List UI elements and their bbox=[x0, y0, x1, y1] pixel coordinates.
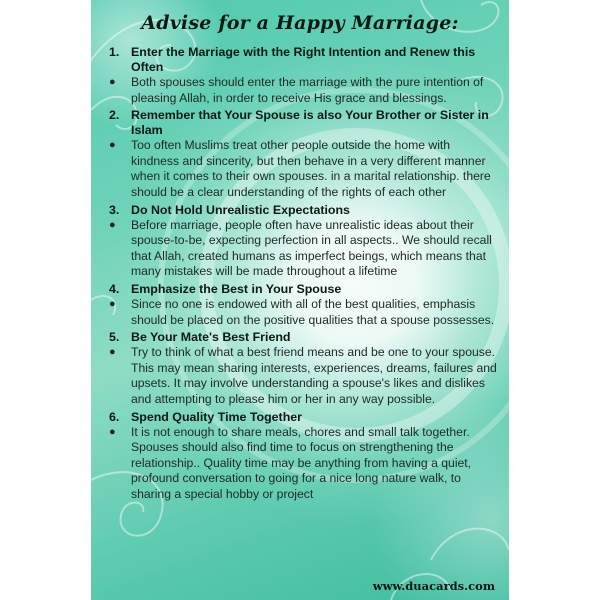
item-bullet bbox=[109, 297, 501, 328]
item-heading bbox=[109, 330, 501, 345]
bullet-icon: ● bbox=[109, 425, 116, 438]
item-heading-text: Spend Quality Time Together bbox=[131, 409, 302, 424]
list-item bbox=[109, 45, 501, 106]
item-bullet-text: Try to think of what a best friend means and be one to your spouse. This may mean sharing interests, experiences, dreams, failures and upsets. It may involve understanding a spouse's likes and dislikes and attempting to please him or her in any way possible. bbox=[131, 345, 497, 406]
item-heading bbox=[109, 410, 501, 425]
item-heading bbox=[109, 45, 501, 75]
list-item bbox=[109, 203, 501, 280]
website-footer: www.duacards.com bbox=[372, 579, 495, 593]
advice-card bbox=[91, 0, 509, 600]
page-title: Advise for a Happy Marriage: bbox=[141, 12, 459, 34]
list-item bbox=[109, 330, 501, 407]
item-number: 1. bbox=[109, 45, 120, 59]
item-bullet-text: Before marriage, people often have unrealistic ideas about their spouse-to-be, expecting perfection in all aspects.. We should recall that Allah, created humans as imperfect beings, which means that many mistakes will be made throughout a lifetime bbox=[131, 217, 492, 279]
item-heading-text: Do Not Hold Unrealistic Expectations bbox=[131, 202, 350, 217]
item-heading-text: Enter the Marriage with the Right Intention and Renew this Often bbox=[131, 45, 476, 74]
bullet-icon: ● bbox=[109, 218, 116, 231]
bullet-icon: ● bbox=[109, 139, 116, 152]
item-bullet bbox=[109, 345, 501, 407]
item-number: 2. bbox=[109, 108, 120, 123]
item-bullet bbox=[109, 425, 501, 503]
item-heading bbox=[109, 282, 501, 297]
list-item bbox=[109, 410, 501, 503]
item-bullet bbox=[109, 75, 501, 106]
advice-list bbox=[109, 44, 501, 504]
item-bullet bbox=[109, 218, 501, 280]
item-number: 4. bbox=[109, 281, 120, 296]
item-number: 6. bbox=[109, 409, 120, 424]
bullet-icon: ● bbox=[109, 346, 116, 359]
item-heading-text: Remember that Your Spouse is also Your Brother or Sister in Islam bbox=[131, 108, 489, 138]
item-heading bbox=[109, 108, 501, 138]
item-heading-text: Emphasize the Best in Your Spouse bbox=[131, 281, 342, 296]
list-item bbox=[109, 282, 501, 328]
item-bullet-text: Since no one is endowed with all of the best qualities, emphasis should be placed on the positive qualities that a spouse possesses. bbox=[131, 296, 495, 327]
item-number: 5. bbox=[109, 330, 120, 345]
item-bullet-text: It is not enough to share meals, chores and small talk together. Spouses should also find time to focus on strengthening the relationship.. Quality time may be anything from having a quiet, profound conversation to going for a nice long nature walk, to sharing a special hobby or project bbox=[131, 424, 472, 501]
item-bullet bbox=[109, 138, 501, 200]
item-number: 3. bbox=[109, 202, 120, 217]
item-heading bbox=[109, 203, 501, 218]
bullet-icon: ● bbox=[109, 76, 116, 88]
item-bullet-text: Both spouses should enter the marriage with the pure intention of pleasing Allah, in order to receive His grace and blessings. bbox=[131, 75, 484, 105]
bullet-icon: ● bbox=[109, 297, 116, 310]
item-heading-text: Be Your Mate's Best Friend bbox=[131, 330, 291, 345]
list-item bbox=[109, 108, 501, 200]
item-bullet-text: Too often Muslims treat other people outside the home with kindness and sincerity, but then behave in a very different manner when it comes to their own spouses. in a marital relationship. there should be a clear understanding of the rights of each other bbox=[131, 138, 491, 199]
